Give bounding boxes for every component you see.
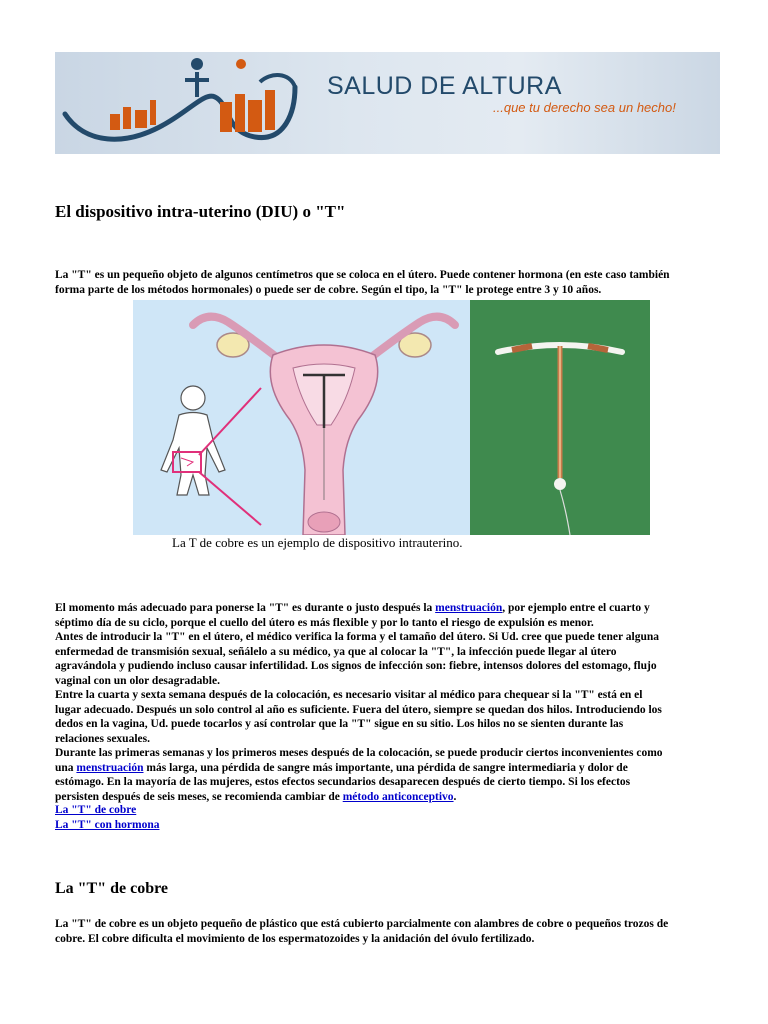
body-line: estómago. En la mayoría de las mujeres, estos efectos secundarios desaparecen después de cierto tiempo. Si los efectos bbox=[55, 776, 631, 788]
body-line: Antes de introducir la "T" en el útero, el médico verifica la forma y el tamaño del útero. Si Ud. cree que puede tener alguna bbox=[55, 631, 660, 643]
section-line-2: cobre. El cobre dificulta el movimiento de los espermatozoides y la anidación del óvulo fertilizado. bbox=[55, 933, 535, 945]
brand-tagline: ...que tu derecho sea un hecho! bbox=[493, 100, 676, 115]
copper-t-photo bbox=[470, 300, 650, 535]
section-heading: La "T" de cobre bbox=[55, 880, 169, 897]
intro-line-2: forma parte de los métodos hormonales) o puede ser de cobre. Según el tipo, la "T" le protege entre 3 y 10 años. bbox=[55, 284, 602, 296]
t-de-cobre-link[interactable]: La "T" de cobre bbox=[55, 804, 137, 816]
header-banner bbox=[55, 52, 720, 154]
intro-line-1: La "T" es un pequeño objeto de algunos centímetros que se coloca en el útero. Puede contener hormona (en este caso también bbox=[55, 269, 670, 281]
body-line: enfermedad de transmisión sexual, señálelo a su médico, ya que al colocar la "T", la infección puede llegar al útero bbox=[55, 646, 617, 658]
body-line: Entre la cuarta y sexta semana después de la colocación, es necesario visitar al médico para chequear si la "T" está en el bbox=[55, 689, 643, 701]
menstruacion-link-2[interactable]: menstruación bbox=[76, 762, 144, 774]
page-title: El dispositivo intra-uterino (DIU) o "T" bbox=[55, 202, 346, 221]
body-line: dedos en la vagina, Ud. puede tocarlos y así controlar que la "T" sigue en su sitio. Los hilos no se sienten durante las bbox=[55, 718, 624, 730]
body-line: una menstruación más larga, una pérdida de sangre más importante, una pérdida de sangre intermediaria y dolor de bbox=[55, 762, 628, 774]
body-line: lugar adecuado. Después un solo control al año es suficiente. Fuera del útero, siempre se quedan dos hilos. Introduciendo los bbox=[55, 704, 662, 716]
t-con-hormona-link[interactable]: La "T" con hormona bbox=[55, 819, 160, 831]
body-line: Durante las primeras semanas y los primeros meses después de la colocación, se puede producir ciertos inconvenientes como bbox=[55, 747, 663, 759]
body-line: agravándola y pudiendo incluso causar infertilidad. Los signos de infección son: fiebre, intensos dolores del estomago, flujo bbox=[55, 660, 657, 672]
body-line: vaginal con un olor desagradable. bbox=[55, 675, 220, 687]
menstruacion-link[interactable]: menstruación bbox=[435, 602, 503, 614]
section-line-1: La "T" de cobre es un objeto pequeño de plástico que está cubierto parcialmente con alambres de cobre o pequeños trozos de bbox=[55, 918, 669, 930]
body-line: El momento más adecuado para ponerse la "T" es durante o justo después la menstruación, por ejemplo entre el cuarto y bbox=[55, 602, 650, 614]
figure-caption: La T de cobre es un ejemplo de dispositivo intrauterino. bbox=[172, 535, 463, 550]
uterus-illustration bbox=[133, 300, 470, 535]
body-line: séptimo día de su ciclo, porque el cuello del útero es más flexible y por lo tanto el riesgo de expulsión es menor. bbox=[55, 617, 594, 629]
body-line: relaciones sexuales. bbox=[55, 733, 150, 745]
banner-illustration bbox=[55, 52, 355, 154]
body-line: persisten después de seis meses, se recomienda cambiar de método anticonceptivo. bbox=[55, 791, 457, 803]
metodo-anticonceptivo-link[interactable]: método anticonceptivo bbox=[342, 791, 454, 803]
brand-name: SALUD DE ALTURA bbox=[327, 72, 562, 100]
